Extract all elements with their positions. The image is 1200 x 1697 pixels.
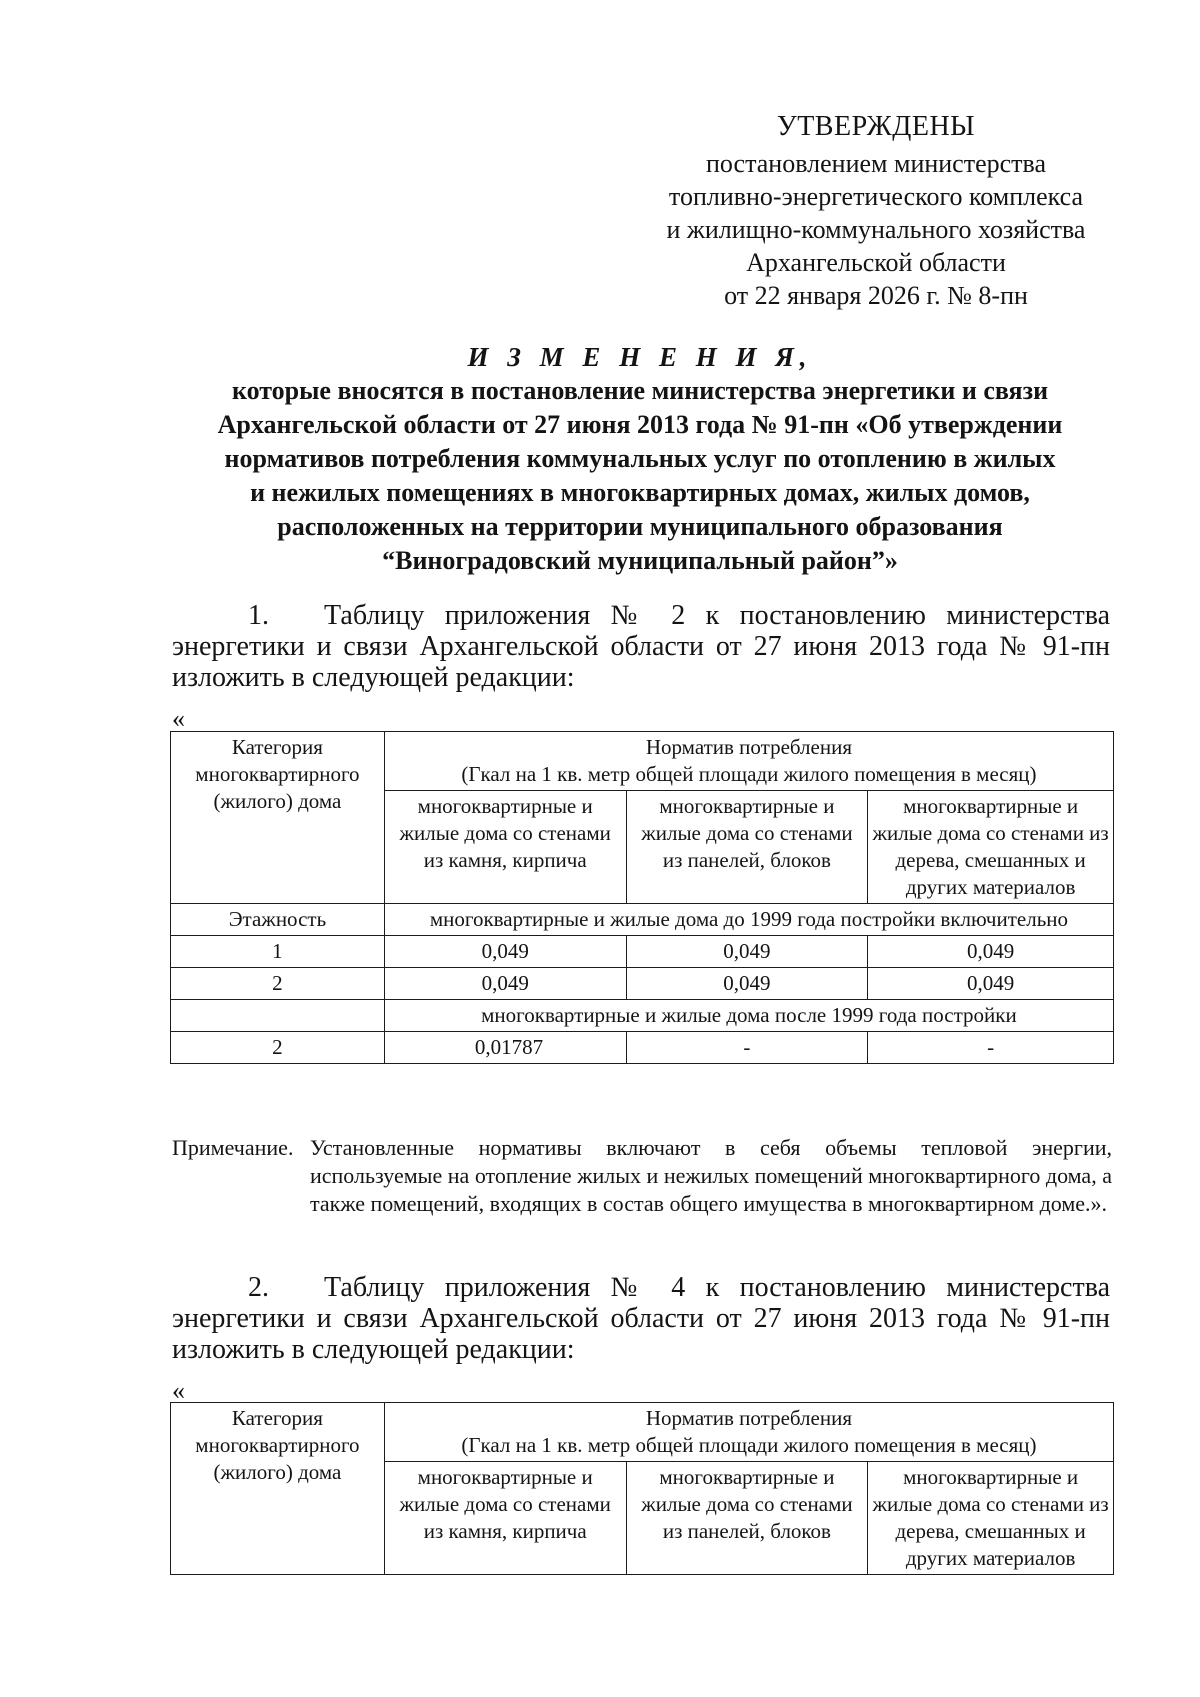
section-1-paragraph: [172, 600, 1110, 693]
title-line: и нежилых помещениях в многоквартирных домах, жилых домов,: [250, 478, 1030, 507]
title-line: “Виноградовский муниципальный район”»: [382, 546, 898, 575]
column-header: многоквартирные и жилые дома со стенами из панелей, блоков: [626, 791, 868, 904]
approval-heading: УТВЕРЖДЕНЫ: [776, 111, 976, 142]
empty-cell: [171, 1000, 385, 1032]
approval-stamp: [636, 110, 1116, 312]
floors-label: Этажность: [171, 904, 385, 936]
period-header: многоквартирные и жилые дома после 1999 года постройки: [384, 1000, 1113, 1032]
note-label: Примечание.: [172, 1135, 294, 1160]
table-row: [171, 936, 1114, 968]
table-row: [171, 1032, 1114, 1064]
title-line: расположенных на территории муниципального образования: [277, 512, 1003, 541]
value-cell: 0,049: [384, 968, 626, 1000]
title-line: которые вносятся в постановление министерства энергетики и связи: [231, 376, 1049, 405]
note: [172, 1134, 1112, 1218]
value-cell: 0,049: [384, 936, 626, 968]
column-header: многоквартирные и жилые дома со стенами из камня, кирпича: [384, 1462, 626, 1575]
category-header: Категория многоквартирного (жилого) дома: [171, 1403, 385, 1575]
value-cell: -: [626, 1032, 868, 1064]
norm-header-unit: (Гкал на 1 кв. метр общей площади жилого помещения в месяц): [461, 762, 1037, 786]
document-title: [150, 340, 1130, 578]
column-header: многоквартирные и жилые дома со стенами из дерева, смешанных и других материалов: [868, 1462, 1114, 1575]
section-1-text: Таблицу приложения № 2 к постановлению министерства энергетики и связи Архангельской области от 27 июня 2013 года № 91-пн изложить в следующей редакции:: [172, 600, 1110, 693]
value-cell: 0,049: [626, 936, 868, 968]
section-2-number: 2.: [248, 1272, 269, 1303]
value-cell: 0,049: [868, 936, 1114, 968]
column-header: многоквартирные и жилые дома со стенами из камня, кирпича: [384, 791, 626, 904]
norm-header: [384, 732, 1113, 791]
title-word: И З М Е Н Е Н И Я,: [467, 342, 813, 372]
approval-line: Архангельской области: [746, 248, 1006, 277]
approval-line: постановлением министерства: [705, 149, 1047, 178]
value-cell: 0,049: [868, 968, 1114, 1000]
column-header: многоквартирные и жилые дома со стенами из дерева, смешанных и других материалов: [868, 791, 1114, 904]
norm-header-title: Норматив потребления: [645, 735, 852, 759]
approval-line: от 22 января 2026 г. № 8-пн: [724, 281, 1028, 310]
open-quote-1: «: [172, 704, 185, 733]
open-quote-2: «: [172, 1376, 185, 1405]
value-cell: 0,01787: [384, 1032, 626, 1064]
norm-table-1: [170, 731, 1114, 1064]
norm-header-title: Норматив потребления: [645, 1406, 852, 1430]
approval-line: и жилищно-коммунального хозяйства: [666, 215, 1086, 244]
norm-header: [384, 1403, 1113, 1462]
column-header: многоквартирные и жилые дома со стенами из панелей, блоков: [626, 1462, 868, 1575]
approval-line: топливно-энергетического комплекса: [668, 182, 1084, 211]
norm-table-2: [170, 1402, 1114, 1575]
section-1-number: 1.: [248, 600, 269, 631]
category-header: Категория многоквартирного (жилого) дома: [171, 732, 385, 904]
section-2-paragraph: [172, 1272, 1110, 1365]
title-line: Архангельской области от 27 июня 2013 года № 91-пн «Об утверждении: [217, 410, 1063, 439]
section-2-text: Таблицу приложения № 4 к постановлению министерства энергетики и связи Архангельской области от 27 июня 2013 года № 91-пн изложить в следующей редакции:: [172, 1272, 1110, 1365]
floor-cell: 2: [171, 1032, 385, 1064]
value-cell: 0,049: [626, 968, 868, 1000]
note-text: Установленные нормативы включают в себя объемы тепловой энергии, используемые на отопление жилых и нежилых помещений многоквартирного дома, а также помещений, входящих в состав общего имущества в многоквартирном доме.».: [310, 1135, 1112, 1216]
floor-cell: 2: [171, 968, 385, 1000]
title-line: нормативов потребления коммунальных услуг по отоплению в жилых: [224, 444, 1056, 473]
value-cell: -: [868, 1032, 1114, 1064]
period-header: многоквартирные и жилые дома до 1999 года постройки включительно: [384, 904, 1113, 936]
floor-cell: 1: [171, 936, 385, 968]
norm-header-unit: (Гкал на 1 кв. метр общей площади жилого помещения в месяц): [461, 1433, 1037, 1457]
table-row: [171, 968, 1114, 1000]
